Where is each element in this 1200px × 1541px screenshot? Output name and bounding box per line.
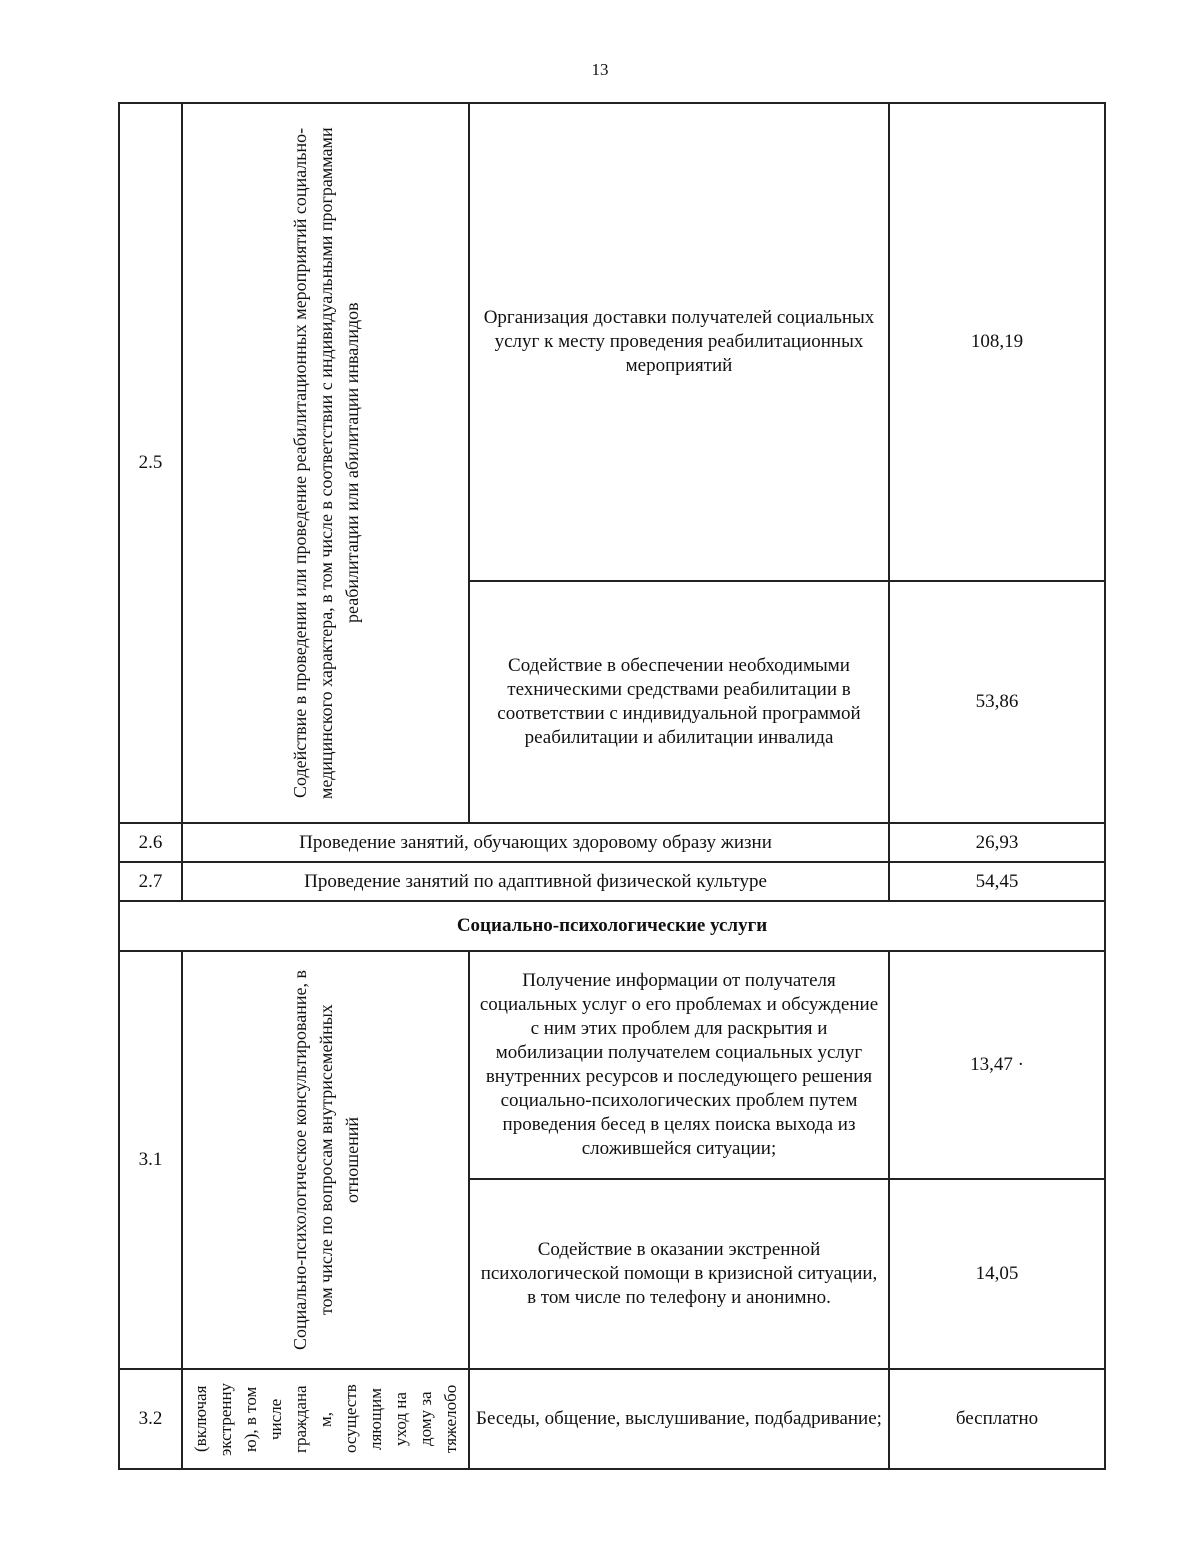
category-line: ляющим: [366, 1388, 385, 1450]
price-cell: бесплатно: [889, 1369, 1105, 1469]
service-cell: Проведение занятий, обучающих здоровому образу жизни: [182, 823, 889, 862]
price-cell: 26,93: [889, 823, 1105, 862]
row-number: 2.6: [119, 823, 182, 862]
category-line: тяжелобо: [441, 1384, 460, 1454]
category-line: дому за: [416, 1391, 435, 1447]
table-row: [119, 103, 1105, 581]
page-number: 13: [591, 60, 609, 79]
service-cell: Беседы, общение, выслушивание, подбадривание;: [469, 1369, 889, 1469]
category-cell: [182, 1369, 469, 1469]
category-line: ю), в том: [241, 1386, 260, 1452]
service-cell: Содействие в обеспечении необходимыми техническими средствами реабилитации в соответствии с индивидуальной программой реабилитации и абилитации инвалида: [469, 581, 889, 823]
service-cell: Содействие в оказании экстренной психологической помощи в кризисной ситуации, в том числе по телефону и анонимно.: [469, 1179, 889, 1369]
category-line: числе: [266, 1398, 285, 1440]
price-cell: 54,45: [889, 862, 1105, 901]
category-line: экстренну: [216, 1382, 235, 1456]
category-line: м,: [316, 1411, 335, 1427]
price-cell: 14,05: [889, 1179, 1105, 1369]
service-cell: Организация доставки получателей социальных услуг к месту проведения реабилитационных мероприятий: [469, 103, 889, 581]
service-cell: Получение информации от получателя социальных услуг о его проблемах и обсуждение с ним этих проблем для раскрытия и мобилизации получателем социальных услуг внутренних ресурсов и последующего решения социально-психологических проблем путем проведения бесед в целях поиска выхода из сложившейся ситуации;: [469, 951, 889, 1179]
table-row: [119, 1369, 1105, 1469]
row-number: 3.1: [119, 951, 182, 1369]
category-text: Социально-психологическое консультирование, в том числе по вопросам внутрисемейных отношений: [289, 969, 362, 1351]
section-title: Социально-психологические услуги: [119, 901, 1105, 951]
table-row: [119, 951, 1105, 1179]
row-number: 2.5: [119, 103, 182, 823]
category-cell: [182, 103, 469, 823]
service-cell: Проведение занятий по адаптивной физической культуре: [182, 862, 889, 901]
category-line: граждана: [291, 1385, 310, 1453]
category-line: осуществ: [341, 1384, 360, 1454]
services-table: [118, 102, 1106, 1470]
price-cell: 13,47 ·: [889, 951, 1105, 1179]
category-text: [189, 1370, 462, 1468]
table-row: [119, 823, 1105, 862]
table-row: [119, 862, 1105, 901]
category-line: уход на: [391, 1392, 410, 1446]
row-number: 3.2: [119, 1369, 182, 1469]
price-cell: 108,19: [889, 103, 1105, 581]
price-cell: 53,86: [889, 581, 1105, 823]
section-row: [119, 901, 1105, 951]
category-text: Содействие в проведении или проведение реабилитационных мероприятий социально-медицинского характера, в том числе в соответствии с индивидуальными программами реабилитации или абилитации инвалидов: [289, 127, 362, 799]
category-cell: [182, 951, 469, 1369]
row-number: 2.7: [119, 862, 182, 901]
category-line: (включая: [191, 1385, 210, 1453]
